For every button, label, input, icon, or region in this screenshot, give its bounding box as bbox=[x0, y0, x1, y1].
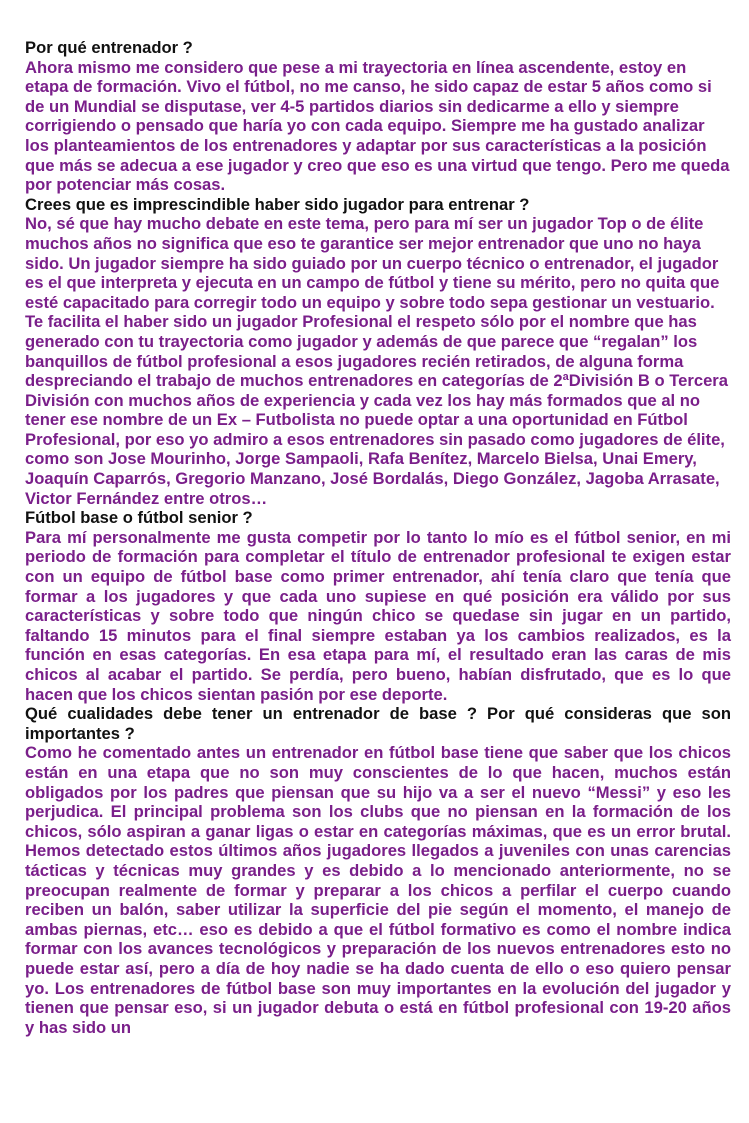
question-heading: Crees que es imprescindible haber sido jugador para entrenar ? bbox=[25, 194, 530, 214]
question-heading: Qué cualidades debe tener un entrenador de base ? Por qué consideras que son importantes ? bbox=[25, 704, 731, 743]
answer-paragraph: Para mí personalmente me gusta competir por lo tanto lo mío es el fútbol senior, en mi periodo de formación para completar el título de entrenador profesional te exigen estar con un equipo de fútbol base como primer entrenador, ahí tenía claro que tenía que formar a los jugadores y que cada uno supiese en qué posición era válido por sus características y sobre todo que ningún chico se quedase sin jugar en un partido, faltando 15 minutos para el final siempre estaban ya los cambios realizados, es la función en esas categorías. En esa etapa para mí, el resultado eran las caras de mis chicos al acabar el partido. Se perdía, pero bueno, habían disfrutado, que es lo que hacen que los chicos sientan pasión por ese deporte. bbox=[25, 527, 731, 704]
question-heading: Fútbol base o fútbol senior ? bbox=[25, 508, 253, 528]
question-heading: Por qué entrenador ? bbox=[25, 38, 193, 57]
answer-paragraph: Como he comentado antes un entrenador en fútbol base tiene que saber que los chicos están en una etapa que no son muy conscientes de lo que hacen, muchos están obligados por los padres que piensan que su hijo va a ser el nuevo “Messi” y eso les perjudica. El principal problema son los clubs que no piensan en la formación de los chicos, sólo aspiran a ganar ligas o estar en categorías máximas, que es un error brutal. Hemos detectado estos últimos años jugadores llegados a juveniles con unas carencias tácticas y técnicas muy grandes y es debido a lo mencionado anteriormente, no se preocupan realmente de formar y preparar a los chicos a perfilar el cuerpo cuando reciben un balón, saber utilizar la superficie del pie según el momento, el manejo de ambas piernas, etc… eso es debido a que el fútbol formativo es como el nombre indica formar con los avances tecnológicos y preparación de los nuevos entrenadores esto no puede estar así, pero a día de hoy nadie se ha dado cuenta de ello o eso quiero pensar yo. Los entrenadores de fútbol base son muy importantes en la evolución del jugador y tienen que pensar eso, si un jugador debuta o está en fútbol profesional con 19-20 años y has sido un bbox=[25, 743, 731, 1037]
answer-paragraph: No, sé que hay mucho debate en este tema, pero para mí ser un jugador Top o de élite muchos años no significa que eso te garantice ser mejor entrenador que uno no haya sido. Un jugador siempre ha sido guiado por un cuerpo técnico o entrenador, el jugador es el que interpreta y ejecuta en un campo de fútbol y tiene su mérito, pero no quita que esté capacitado para corregir todo un equipo y sobre todo sepa gestionar un vestuario. Te facilita el haber sido un jugador Profesional el respeto sólo por el nombre que has generado con tu trayectoria como jugador y además de que parece que “regalan” los banquillos de fútbol profesional a esos jugadores recién retirados, de alguna forma despreciando el trabajo de muchos entrenadores en categorías de 2ªDivisión B o Tercera División con muchos años de experiencia y cada vez los hay más formados que al no tener ese nombre de un Ex – Futbolista no puede optar a una oportunidad en Fútbol Profesional, por eso yo admiro a esos entrenadores sin pasado como jugadores de élite, como son Jose Mourinho, Jorge Sampaoli, Rafa Benítez, Marcelo Bielsa, Unai Emery, Joaquín Caparrós, Gregorio Manzano, José Bordalás, Diego González, Jagoba Arrasate, Victor Fernández entre otros… bbox=[25, 214, 728, 508]
answer-paragraph: Ahora mismo me considero que pese a mi trayectoria en línea ascendente, estoy en etapa de formación. Vivo el fútbol, no me canso, he sido capaz de estar 5 años como si de un Mundial se disputase, ver 4-5 partidos diarios sin dedicarme a ello y siempre corrigiendo o pensado que haría yo con cada equipo. Siempre me ha gustado analizar los planteamientos de los entrenadores y adaptar por sus características a la posición que más se adecua a ese jugador y creo que eso es una virtud que tengo. Pero me queda por potenciar más cosas. bbox=[25, 57, 730, 195]
